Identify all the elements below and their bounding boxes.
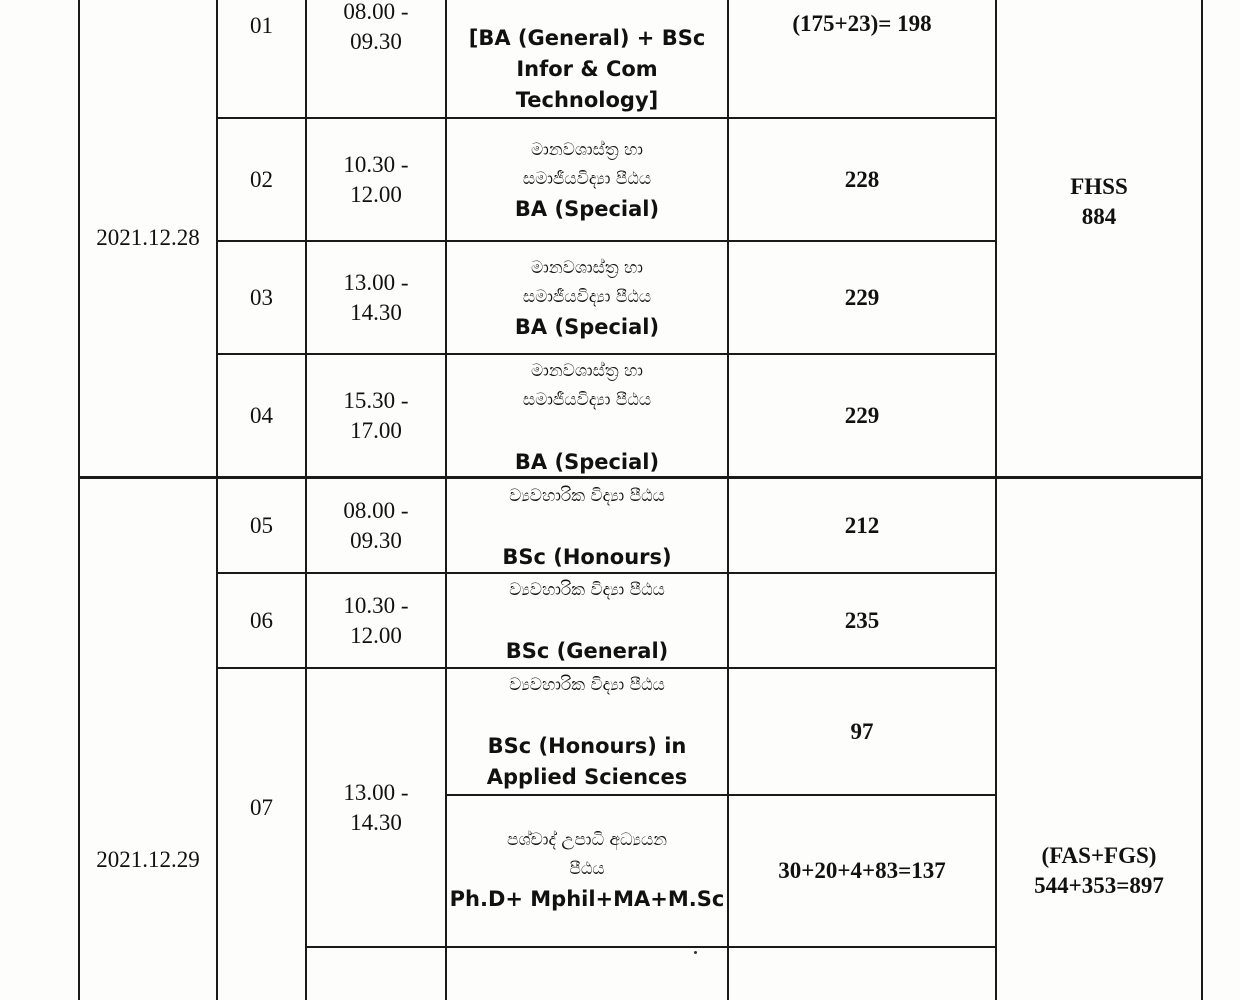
session-number: 02: [250, 166, 273, 192]
date-text: 2021.12.29: [96, 847, 200, 872]
program-cell: [447, 136, 727, 225]
session-number: 04: [250, 402, 273, 428]
session-time: 10.30 - 12.00: [343, 151, 409, 207]
session-time: 15.30 - 17.00: [343, 387, 409, 443]
program-cell: [447, 254, 727, 343]
session-number: 05: [250, 512, 273, 538]
date-cell-day2: [80, 720, 216, 1000]
student-count: 228: [844, 166, 880, 192]
faculty-sinhala: සමාජීයවිද්‍යා පීඨය: [522, 390, 652, 410]
faculty-sinhala: ව්‍යවහාරික විද්‍යා පීඨය: [509, 580, 665, 600]
faculty-sinhala: මානවශාස්ත්‍ර හා: [531, 258, 643, 278]
student-count: 229: [844, 284, 880, 310]
faculty-sinhala: පීඨය: [569, 859, 605, 879]
session-number: 06: [250, 607, 273, 633]
program-name: BSc (General): [505, 639, 669, 663]
faculty-sinhala: මානවශාස්ත්‍ර හා: [531, 361, 643, 381]
faculty-total: 884: [1081, 204, 1117, 229]
session-time: 08.00 - 09.30: [343, 497, 409, 553]
program-name: BA (Special): [514, 315, 660, 339]
faculty-total-cell-day2: [997, 796, 1201, 946]
session-number: 07: [250, 794, 273, 820]
faculty-sinhala: පශ්චාද් උපාධි අධ්‍යයන: [506, 830, 668, 850]
student-count: 97: [850, 718, 874, 744]
faculty-code: FHSS: [1070, 174, 1128, 199]
program-name: [BA (General) + BSc Infor & Com Technology]: [468, 26, 706, 112]
scan-speck: [694, 951, 697, 954]
student-count: 229: [844, 402, 880, 428]
student-count: 235: [844, 607, 880, 633]
program-name: BA (Special): [514, 450, 660, 474]
student-count: 30+20+4+83=137: [778, 858, 946, 883]
session-number: 03: [250, 284, 273, 310]
faculty-sinhala: සමාජීයවිද්‍යා පීඨය: [522, 169, 652, 189]
student-count: 212: [844, 512, 880, 538]
program-cell: [447, 826, 727, 915]
session-time: 13.00 - 14.30: [343, 269, 409, 325]
session-time: 08.00 - 09.30: [343, 0, 409, 54]
session-number: 01: [250, 13, 273, 38]
faculty-code: (FAS+FGS): [1041, 843, 1157, 868]
session-time: 10.30 - 12.00: [343, 592, 409, 648]
faculty-sinhala: සමාජීයවිද්‍යා පීඨය: [522, 287, 652, 307]
program-cell: [447, 357, 727, 415]
program-name: BA (Special): [514, 197, 660, 221]
date-cell-day1: [80, 0, 216, 476]
faculty-total: 544+353=897: [1034, 873, 1164, 898]
program-name: Ph.D+ Mphil+MA+M.Sc: [449, 887, 725, 911]
session-time: 13.00 - 14.30: [343, 779, 409, 835]
student-count: (175+23)= 198: [792, 11, 932, 36]
faculty-sinhala: ව්‍යවහාරික විද්‍යා පීඨය: [509, 675, 665, 695]
program-name: BSc (Honours) in Applied Sciences: [486, 734, 688, 789]
faculty-sinhala: ව්‍යවහාරික විද්‍යා පීඨය: [509, 486, 665, 506]
faculty-sinhala: මානවශාස්ත්‍ර හා: [531, 140, 643, 160]
faculty-total-cell-day1: [997, 0, 1201, 404]
date-text: 2021.12.28: [96, 225, 200, 250]
program-name: BSc (Honours): [502, 545, 672, 569]
